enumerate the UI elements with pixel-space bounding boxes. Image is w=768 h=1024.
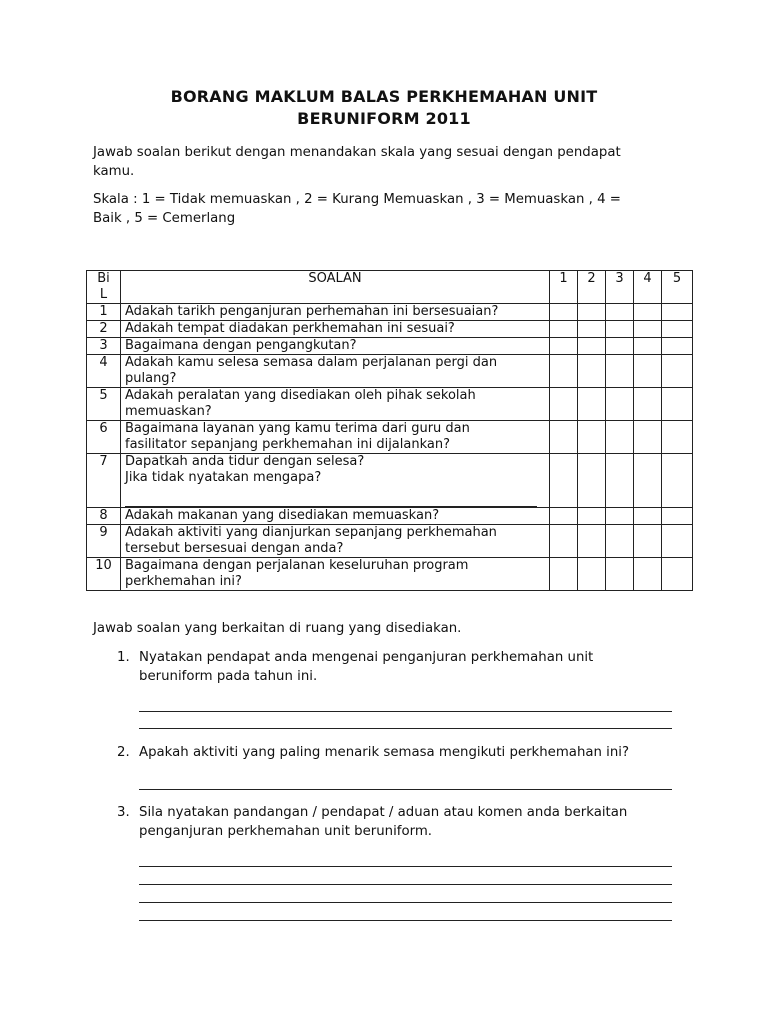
answer-line[interactable] xyxy=(139,866,672,867)
rating-cell-5[interactable] xyxy=(662,338,693,355)
rating-cell-2[interactable] xyxy=(578,421,606,454)
open-question-2-line-1: Apakah aktiviti yang paling menarik semasa mengikuti perkhemahan ini? xyxy=(139,745,630,760)
row-number: 5 xyxy=(87,388,121,421)
rating-cell-1[interactable] xyxy=(550,508,578,525)
row-number: 7 xyxy=(87,454,121,508)
rating-cell-4[interactable] xyxy=(634,321,662,338)
instruction-line-2: kamu. xyxy=(93,164,135,179)
instruction-text xyxy=(93,143,673,181)
scale-text xyxy=(93,190,673,228)
open-question-2-number: 2. xyxy=(117,745,130,760)
rating-cell-2[interactable] xyxy=(578,454,606,508)
header-scale-2: 2 xyxy=(578,271,606,304)
rating-cell-1[interactable] xyxy=(550,454,578,508)
question-line: Bagaimana layanan yang kamu terima dari guru dan xyxy=(125,421,470,436)
question-line: perkhemahan ini? xyxy=(125,574,242,589)
table-row xyxy=(87,388,693,421)
row-number: 3 xyxy=(87,338,121,355)
rating-cell-2[interactable] xyxy=(578,321,606,338)
question-text xyxy=(121,454,550,508)
question-line: Dapatkah anda tidur dengan selesa? xyxy=(125,454,365,469)
rating-cell-1[interactable] xyxy=(550,421,578,454)
rating-cell-4[interactable] xyxy=(634,304,662,321)
answer-line[interactable] xyxy=(139,789,672,790)
rating-cell-2[interactable] xyxy=(578,338,606,355)
rating-cell-2[interactable] xyxy=(578,525,606,558)
question-line: Adakah kamu selesa semasa dalam perjalanan pergi dan xyxy=(125,355,498,370)
rating-cell-4[interactable] xyxy=(634,421,662,454)
open-question-3-line-1: Sila nyatakan pandangan / pendapat / aduan atau komen anda berkaitan xyxy=(139,805,628,820)
row-number: 1 xyxy=(87,304,121,321)
open-question-3-line-2: penganjuran perkhemahan unit beruniform. xyxy=(139,824,433,839)
open-question-1-number: 1. xyxy=(117,650,130,665)
rating-cell-1[interactable] xyxy=(550,388,578,421)
rating-cell-2[interactable] xyxy=(578,304,606,321)
rating-cell-5[interactable] xyxy=(662,558,693,591)
rating-cell-5[interactable] xyxy=(662,388,693,421)
rating-cell-1[interactable] xyxy=(550,321,578,338)
rating-cell-2[interactable] xyxy=(578,508,606,525)
form-title-line-2: BERUNIFORM 2011 xyxy=(297,109,471,128)
question-line: memuaskan? xyxy=(125,404,212,419)
rating-cell-1[interactable] xyxy=(550,304,578,321)
header-scale-5: 5 xyxy=(662,271,693,304)
rating-cell-4[interactable] xyxy=(634,558,662,591)
rating-cell-5[interactable] xyxy=(662,304,693,321)
rating-cell-3[interactable] xyxy=(606,321,634,338)
rating-cell-4[interactable] xyxy=(634,508,662,525)
header-bil-line-1: Bi xyxy=(97,271,110,286)
table-row xyxy=(87,508,693,525)
section2-intro: Jawab soalan yang berkaitan di ruang yang disediakan. xyxy=(93,621,462,636)
table-body xyxy=(87,304,693,591)
reason-answer-line[interactable] xyxy=(125,486,537,507)
rating-cell-1[interactable] xyxy=(550,558,578,591)
scale-line-1: Skala : 1 = Tidak memuaskan , 2 = Kurang Memuaskan , 3 = Memuaskan , 4 = xyxy=(93,192,621,207)
answer-line[interactable] xyxy=(139,902,672,903)
row-number: 10 xyxy=(87,558,121,591)
question-text xyxy=(121,388,550,421)
header-scale-4: 4 xyxy=(634,271,662,304)
rating-cell-5[interactable] xyxy=(662,355,693,388)
rating-cell-3[interactable] xyxy=(606,558,634,591)
table-row xyxy=(87,454,693,508)
open-question-1-line-1: Nyatakan pendapat anda mengenai penganjuran perkhemahan unit xyxy=(139,650,594,665)
rating-cell-3[interactable] xyxy=(606,525,634,558)
header-scale-1: 1 xyxy=(550,271,578,304)
answer-line[interactable] xyxy=(139,884,672,885)
question-line: fasilitator sepanjang perkhemahan ini dijalankan? xyxy=(125,437,450,452)
table-row xyxy=(87,421,693,454)
rating-cell-2[interactable] xyxy=(578,388,606,421)
rating-cell-1[interactable] xyxy=(550,338,578,355)
rating-cell-5[interactable] xyxy=(662,508,693,525)
open-question-2-text xyxy=(139,743,671,762)
question-text xyxy=(121,321,550,338)
open-question-3-text xyxy=(139,803,671,841)
answer-line[interactable] xyxy=(139,711,672,712)
question-line: Adakah tempat diadakan perkhemahan ini sesuai? xyxy=(125,321,455,336)
rating-table xyxy=(86,270,693,591)
open-question-3-number: 3. xyxy=(117,805,130,820)
form-title-line-1: BORANG MAKLUM BALAS PERKHEMAHAN UNIT xyxy=(170,87,598,106)
question-line: Adakah makanan yang disediakan memuaskan? xyxy=(125,508,440,523)
header-bil xyxy=(87,271,121,304)
rating-cell-5[interactable] xyxy=(662,454,693,508)
question-line: pulang? xyxy=(125,371,177,386)
rating-cell-3[interactable] xyxy=(606,508,634,525)
open-question-1-text xyxy=(139,648,671,686)
rating-cell-1[interactable] xyxy=(550,525,578,558)
header-soalan: SOALAN xyxy=(121,271,550,304)
table-row xyxy=(87,558,693,591)
table-row xyxy=(87,525,693,558)
rating-cell-5[interactable] xyxy=(662,525,693,558)
question-text xyxy=(121,304,550,321)
table-row xyxy=(87,321,693,338)
header-bil-line-2: L xyxy=(99,287,108,302)
row-number: 4 xyxy=(87,355,121,388)
rating-cell-3[interactable] xyxy=(606,388,634,421)
rating-cell-4[interactable] xyxy=(634,525,662,558)
question-line: Adakah aktiviti yang dianjurkan sepanjang perkhemahan xyxy=(125,525,497,540)
question-text xyxy=(121,558,550,591)
rating-cell-2[interactable] xyxy=(578,558,606,591)
open-question-1-line-2: beruniform pada tahun ini. xyxy=(139,669,318,684)
header-scale-3: 3 xyxy=(606,271,634,304)
question-text xyxy=(121,338,550,355)
rating-cell-5[interactable] xyxy=(662,421,693,454)
table-row xyxy=(87,338,693,355)
row-number: 2 xyxy=(87,321,121,338)
instruction-line-1: Jawab soalan berikut dengan menandakan skala yang sesuai dengan pendapat xyxy=(93,145,621,160)
rating-cell-3[interactable] xyxy=(606,355,634,388)
rating-cell-4[interactable] xyxy=(634,355,662,388)
question-text xyxy=(121,508,550,525)
row-number: 6 xyxy=(87,421,121,454)
rating-cell-3[interactable] xyxy=(606,304,634,321)
question-line: Jika tidak nyatakan mengapa? xyxy=(125,470,322,485)
answer-line[interactable] xyxy=(139,728,672,729)
rating-cell-3[interactable] xyxy=(606,421,634,454)
rating-cell-3[interactable] xyxy=(606,338,634,355)
question-text xyxy=(121,355,550,388)
rating-cell-4[interactable] xyxy=(634,338,662,355)
row-number: 9 xyxy=(87,525,121,558)
scale-line-2: Baik , 5 = Cemerlang xyxy=(93,211,236,226)
rating-cell-1[interactable] xyxy=(550,355,578,388)
rating-cell-4[interactable] xyxy=(634,454,662,508)
question-line: Adakah tarikh penganjuran perhemahan ini bersesuaian? xyxy=(125,304,499,319)
rating-cell-5[interactable] xyxy=(662,321,693,338)
form-title xyxy=(0,86,768,130)
question-line: Adakah peralatan yang disediakan oleh pihak sekolah xyxy=(125,388,476,403)
table-row xyxy=(87,304,693,321)
rating-cell-3[interactable] xyxy=(606,454,634,508)
question-line: Bagaimana dengan perjalanan keseluruhan program xyxy=(125,558,469,573)
rating-cell-4[interactable] xyxy=(634,388,662,421)
rating-cell-2[interactable] xyxy=(578,355,606,388)
row-number: 8 xyxy=(87,508,121,525)
question-text xyxy=(121,421,550,454)
question-line: tersebut bersesuai dengan anda? xyxy=(125,541,344,556)
question-text xyxy=(121,525,550,558)
question-line: Bagaimana dengan pengangkutan? xyxy=(125,338,357,353)
answer-line[interactable] xyxy=(139,920,672,921)
table-header-row xyxy=(87,271,693,304)
table-row xyxy=(87,355,693,388)
